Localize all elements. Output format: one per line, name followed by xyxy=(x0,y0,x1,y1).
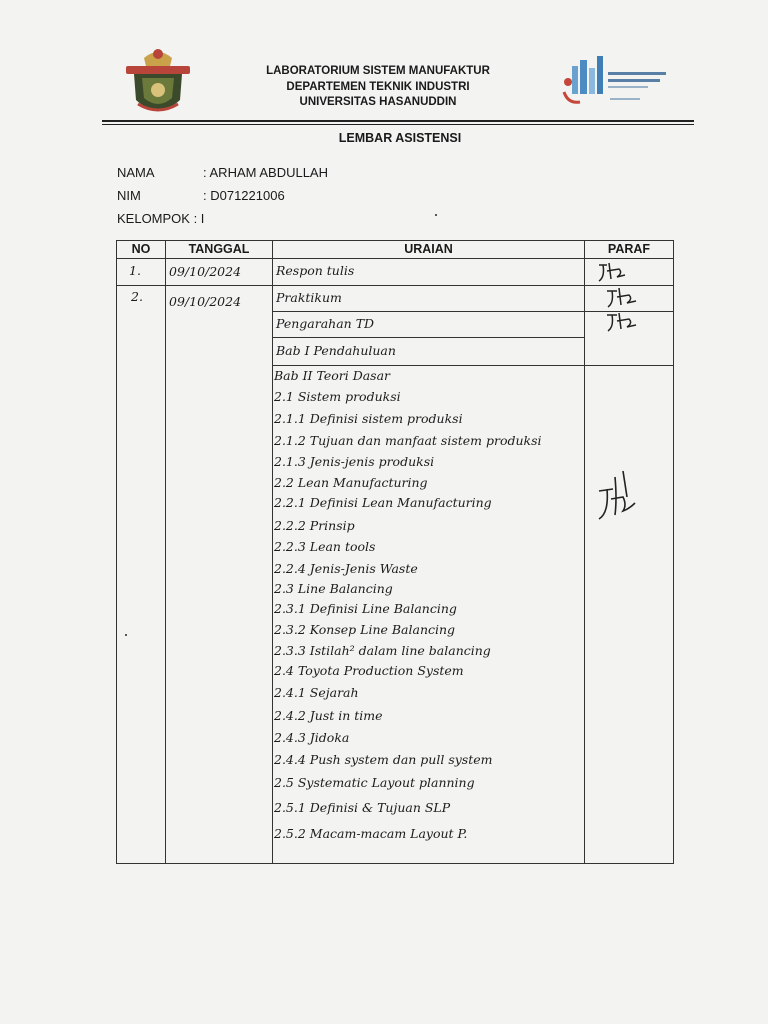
uraian-item: 2.5.1 Definisi & Tujuan SLP xyxy=(274,800,451,815)
uraian-item: 2.2.2 Prinsip xyxy=(274,518,355,533)
row-line xyxy=(272,337,584,338)
uraian-item: 2.1.3 Jenis-jenis produksi xyxy=(274,454,435,469)
uraian-item: 2.1.2 Tujuan dan manfaat sistem produksi xyxy=(274,433,542,448)
uraian-item: 2.3 Line Balancing xyxy=(274,581,393,596)
signature-icon xyxy=(595,259,629,285)
university-emblem-logo xyxy=(124,44,192,118)
col-header-uraian: URAIAN xyxy=(404,242,453,256)
department-name: DEPARTEMEN TEKNIK INDUSTRI xyxy=(286,80,470,93)
signature-icon xyxy=(603,283,639,311)
col-divider xyxy=(584,241,585,863)
col-header-no: NO xyxy=(131,242,151,256)
header-row-line xyxy=(117,258,673,259)
nama-label: NAMA xyxy=(117,165,155,180)
uraian-item: Respon tulis xyxy=(276,263,355,278)
uraian-item: Bab I Pendahuluan xyxy=(276,343,396,358)
row-line xyxy=(272,365,673,366)
uraian-item: Bab II Teori Dasar xyxy=(274,368,391,383)
stray-dot xyxy=(435,214,437,216)
uraian-item: 2.2.4 Jenis-Jenis Waste xyxy=(274,561,418,576)
signature-icon xyxy=(603,309,639,335)
nim-label: NIM xyxy=(117,188,141,203)
lab-header xyxy=(200,64,556,111)
nim-row xyxy=(117,188,285,203)
row-line xyxy=(117,285,673,286)
header-divider xyxy=(102,120,694,122)
assistance-table xyxy=(116,240,674,864)
sheet-title: LEMBAR ASISTENSI xyxy=(338,131,462,145)
col-divider xyxy=(165,241,166,863)
nama-value: : ARHAM ABDULLAH xyxy=(203,165,328,180)
uraian-item: 2.2.1 Definisi Lean Manufacturing xyxy=(274,495,492,510)
uraian-item: Pengarahan TD xyxy=(276,316,375,331)
entry-date: 09/10/2024 xyxy=(169,264,242,279)
kelompok-value: : I xyxy=(189,211,205,226)
nim-value: : D071221006 xyxy=(203,188,285,203)
uraian-item: 2.4.2 Just in time xyxy=(274,708,383,723)
entry-no: 2. xyxy=(131,289,143,304)
stray-dot xyxy=(125,634,127,636)
university-name: UNIVERSITAS HASANUDDIN xyxy=(299,96,457,108)
nama-row xyxy=(117,165,328,180)
uraian-item: 2.2 Lean Manufacturing xyxy=(274,475,428,490)
lab-logo xyxy=(560,52,676,110)
col-header-paraf: PARAF xyxy=(607,242,651,256)
kelompok-row xyxy=(117,211,204,226)
lab-name: LABORATORIUM SISTEM MANUFAKTUR xyxy=(266,65,490,77)
kelompok-label: KELOMPOK xyxy=(117,211,190,226)
uraian-item: 2.2.3 Lean tools xyxy=(274,539,376,554)
uraian-item: 2.3.1 Definisi Line Balancing xyxy=(274,601,457,616)
uraian-item: 2.1 Sistem produksi xyxy=(274,389,401,404)
uraian-item: 2.3.3 Istilah² dalam line balancing xyxy=(274,643,491,658)
uraian-item: 2.4.4 Push system dan pull system xyxy=(274,752,493,767)
header-divider-thin xyxy=(102,124,694,125)
col-divider xyxy=(272,241,273,863)
col-header-tanggal: TANGGAL xyxy=(188,242,250,256)
uraian-item: 2.3.2 Konsep Line Balancing xyxy=(274,622,456,637)
uraian-item: 2.4.3 Jidoka xyxy=(274,730,350,745)
entry-date: 09/10/2024 xyxy=(169,294,242,309)
uraian-item: 2.4.1 Sejarah xyxy=(274,685,359,700)
signature-icon xyxy=(593,469,639,527)
uraian-item: 2.4 Toyota Production System xyxy=(274,663,464,678)
uraian-item: Praktikum xyxy=(276,290,342,305)
uraian-item: 2.5 Systematic Layout planning xyxy=(274,775,475,790)
entry-no: 1. xyxy=(129,263,141,278)
uraian-item: 2.5.2 Macam-macam Layout P. xyxy=(274,826,468,841)
uraian-item: 2.1.1 Definisi sistem produksi xyxy=(274,411,463,426)
